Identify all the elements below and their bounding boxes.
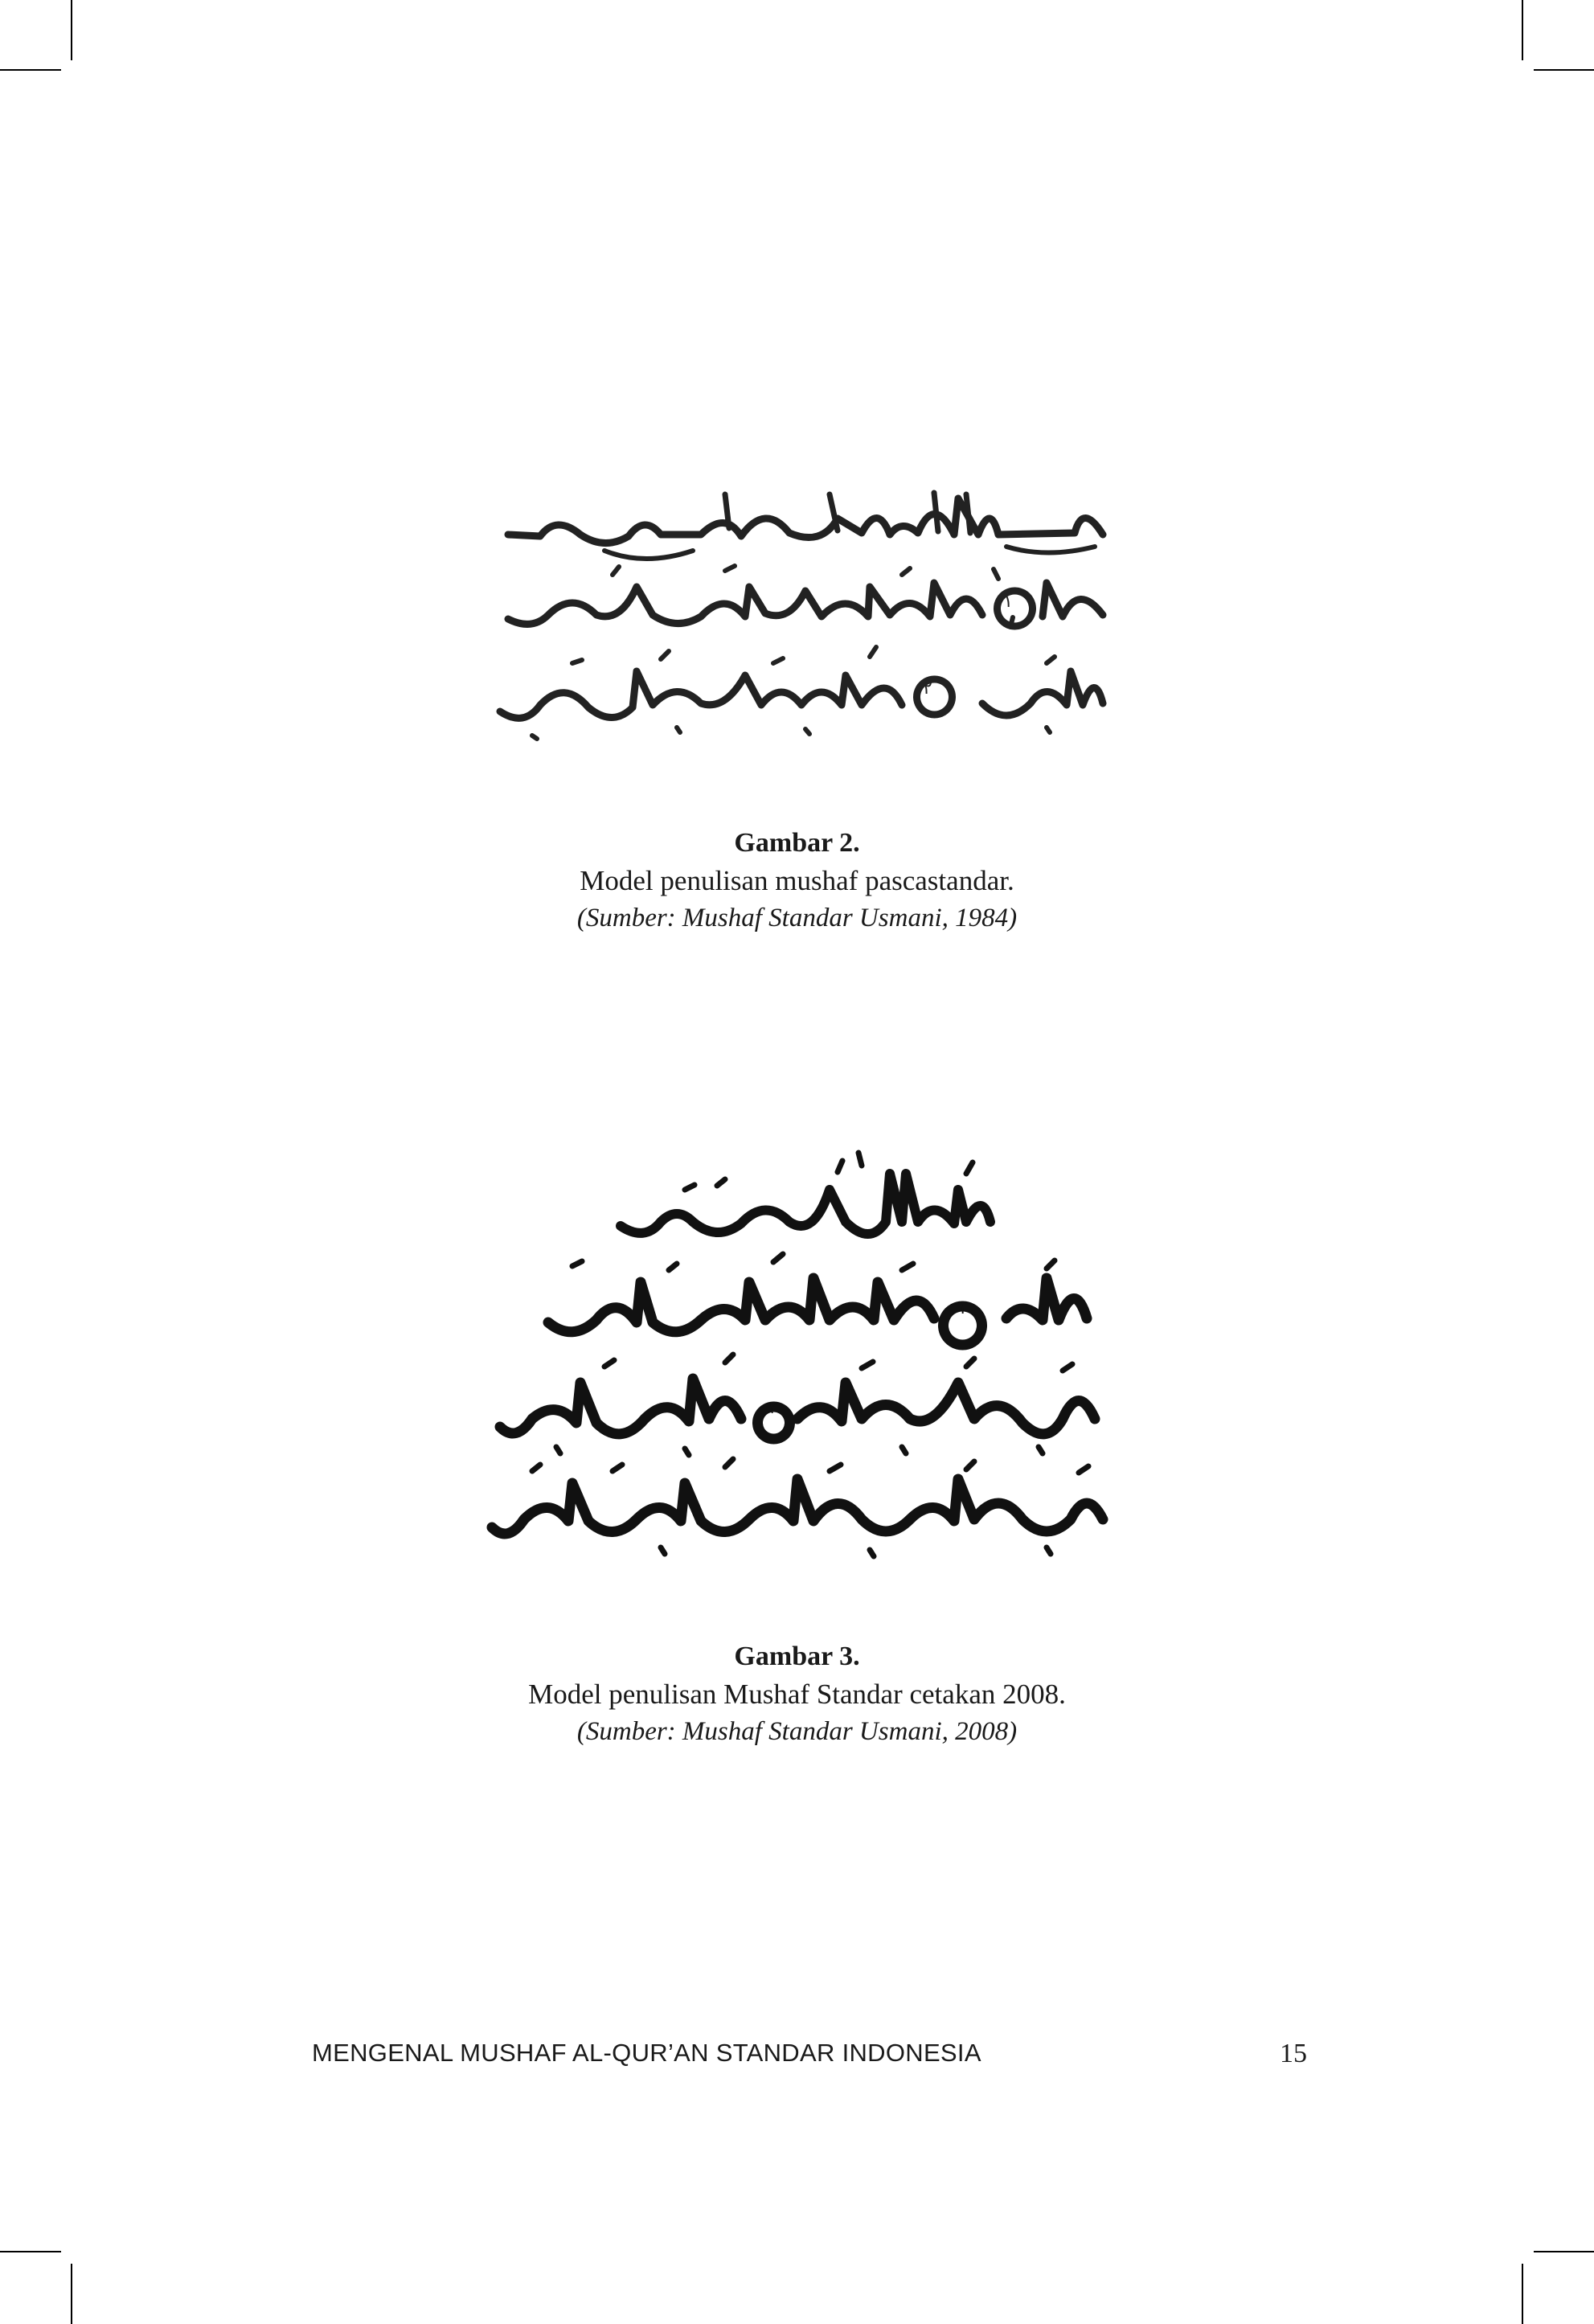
svg-text:١: ١	[957, 1298, 967, 1318]
page-footer	[312, 2039, 1307, 2071]
crop-mark	[1534, 2251, 1594, 2252]
crop-mark	[0, 2251, 61, 2252]
figure-2-description: Model penulisan mushaf pascastandar.	[580, 865, 1014, 896]
crop-mark	[1522, 2264, 1523, 2324]
figure-3-caption	[0, 1637, 1594, 1750]
crop-mark	[0, 69, 61, 71]
svg-text:١: ١	[1002, 592, 1013, 612]
figure-3-calligraphy-image	[0, 1142, 1594, 1592]
crop-mark	[1522, 0, 1523, 60]
mushaf-1984-image	[484, 470, 1111, 792]
crop-mark	[1534, 69, 1594, 71]
figure-2-source: (Sumber: Mushaf Standar Usmani, 1984)	[576, 904, 1018, 932]
svg-text:٢: ٢	[768, 1398, 777, 1417]
crop-mark	[71, 0, 72, 60]
crop-mark	[71, 2264, 72, 2324]
mushaf-2008-image	[484, 1142, 1111, 1592]
figure-3-title: Gambar 3.	[734, 1642, 860, 1671]
figure-2-title: Gambar 2.	[734, 828, 860, 858]
svg-text:٢: ٢	[922, 678, 932, 699]
figure-3-description: Model penulisan Mushaf Standar cetakan 2008.	[528, 1678, 1066, 1710]
figure-2-caption	[0, 824, 1594, 937]
figure-2-calligraphy-image	[0, 470, 1594, 792]
figure-3-source: (Sumber: Mushaf Standar Usmani, 2008)	[576, 1717, 1018, 1746]
page-number: 15	[1280, 2039, 1307, 2068]
running-title: MENGENAL MUSHAF AL-QUR’AN STANDAR INDONESIA	[312, 2039, 981, 2067]
